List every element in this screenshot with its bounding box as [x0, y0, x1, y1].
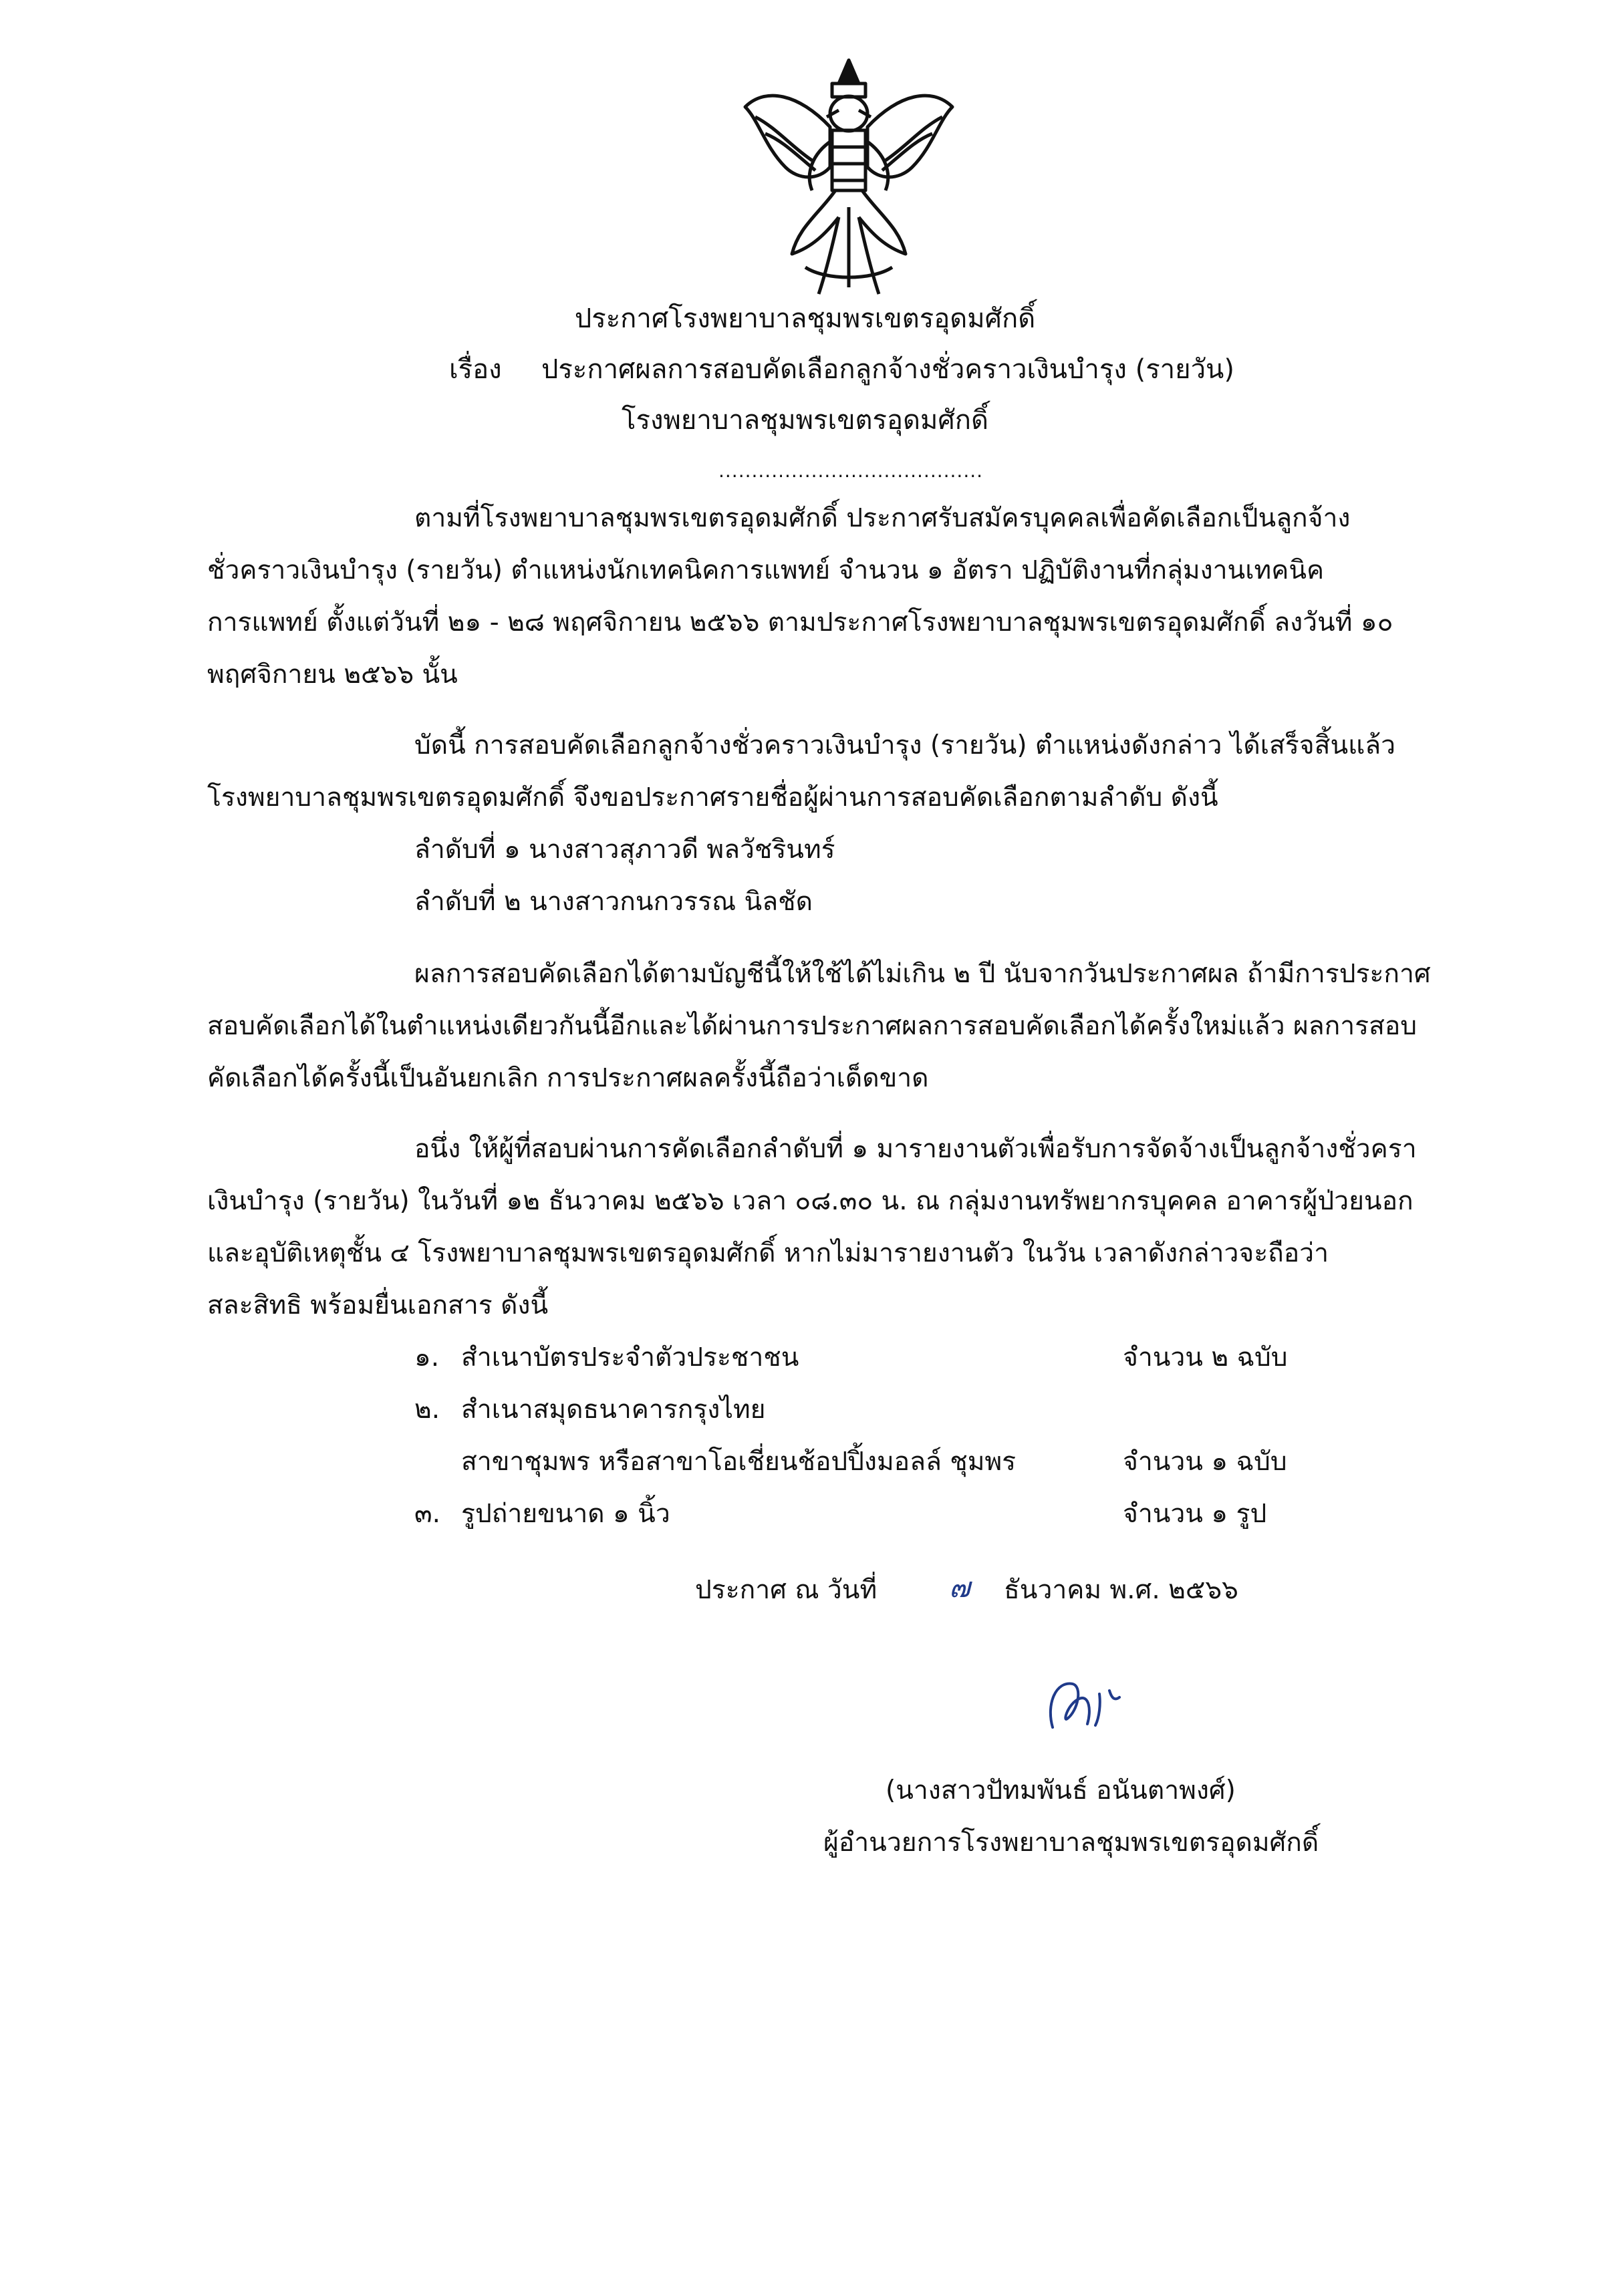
paragraph-2-line-2: โรงพยาบาลชุมพรเขตรอุดมศักดิ์ จึงขอประกาศรายชื่อผู้ผ่านการสอบคัดเลือกตามลำดับ ดังนี้	[207, 782, 1218, 813]
paragraph-1-line-1: ตามที่โรงพยาบาลชุมพรเขตรอุดมศักดิ์ ประกาศรับสมัครบุคคลเพื่อคัดเลือกเป็นลูกจ้าง	[414, 503, 1351, 533]
doc-item-1-text: สำเนาบัตรประจำตัวประชาชน	[461, 1342, 799, 1373]
subject-label: เรื่อง	[449, 354, 502, 385]
signer-name: (นางสาวปัทมพันธ์ อนันตาพงศ์)	[886, 1775, 1236, 1806]
paragraph-3-line-2: สอบคัดเลือกได้ในตำแหน่งเดียวกันนี้อีกและได้ผ่านการประกาศผลการสอบคัดเลือกได้ครั้งใหม่แล้ว ผลการสอบ	[207, 1011, 1418, 1041]
doc-item-3-text: รูปถ่ายขนาด ๑ นิ้ว	[461, 1499, 670, 1529]
signer-title: ผู้อำนวยการโรงพยาบาลชุมพรเขตรอุดมศักดิ์	[823, 1828, 1319, 1858]
doc-item-3-quantity: จำนวน ๑ รูป	[1123, 1499, 1267, 1529]
paragraph-1-line-4: พฤศจิกายน ๒๕๖๖ นั้น	[207, 660, 458, 690]
paragraph-4-line-3: และอุบัติเหตุชั้น ๔ โรงพยาบาลชุมพรเขตรอุดมศักดิ์ หากไม่มารายงานตัว ในวัน เวลาดังกล่าวจะถือว่า	[207, 1238, 1329, 1268]
paragraph-4-line-2: เงินบำรุง (รายวัน) ในวันที่ ๑๒ ธันวาคม ๒๕๖๖ เวลา ๐๘.๓๐ น. ณ กลุ่มงานทรัพยากรบุคคล อาคารผู้ป่วยนอก	[207, 1186, 1414, 1216]
doc-item-2-branch-text: สาขาชุมพร หรือสาขาโอเชี่ยนช้อปปิ้งมอลล์ ชุมพร	[461, 1447, 1017, 1477]
paragraph-3-line-1: ผลการสอบคัดเลือกได้ตามบัญชีนี้ให้ใช้ได้ไม่เกิน ๒ ปี นับจากวันประกาศผล ถ้ามีการประกาศ	[414, 959, 1431, 989]
paragraph-3-line-3: คัดเลือกได้ครั้งนี้เป็นอันยกเลิก การประกาศผลครั้งนี้ถือว่าเด็ดขาด	[207, 1063, 929, 1093]
doc-item-2-number: ๒.	[414, 1395, 440, 1425]
garuda-emblem-icon	[739, 53, 959, 301]
paragraph-4-line-1: อนึ่ง ให้ผู้ที่สอบผ่านการคัดเลือกลำดับที่ ๑ มารายงานตัวเพื่อรับการจัดจ้างเป็นลูกจ้างชั่วครา	[414, 1134, 1417, 1164]
subject-text: ประกาศผลการสอบคัดเลือกลูกจ้างชั่วคราวเงินบำรุง (รายวัน)	[541, 354, 1234, 385]
handwritten-signature	[1026, 1664, 1160, 1744]
separator: ........................................	[718, 460, 984, 482]
doc-item-3-number: ๓.	[414, 1499, 441, 1529]
doc-item-1-number: ๑.	[414, 1342, 440, 1373]
announcement-title: ประกาศโรงพยาบาลชุมพรเขตรอุดมศักดิ์	[574, 303, 1036, 334]
subject-organization: โรงพยาบาลชุมพรเขตรอุดมศักดิ์	[622, 405, 988, 436]
paragraph-2-line-1: บัดนี้ การสอบคัดเลือกลูกจ้างชั่วคราวเงินบำรุง (รายวัน) ตำแหน่งดังกล่าว ได้เสร็จสิ้นแล้ว	[414, 730, 1396, 760]
paragraph-1-line-2: ชั่วคราวเงินบำรุง (รายวัน) ตำแหน่งนักเทคนิคการแพทย์ จำนวน ๑ อัตรา ปฏิบัติงานที่กลุ่มงานเทคนิค	[207, 555, 1325, 585]
doc-item-2-text: สำเนาสมุดธนาคารกรุงไทย	[461, 1395, 766, 1425]
announce-date-day: ๗	[949, 1571, 970, 1604]
doc-item-1-quantity: จำนวน ๒ ฉบับ	[1123, 1342, 1288, 1373]
announce-date-prefix: ประกาศ ณ วันที่	[695, 1575, 878, 1605]
rank-2: ลำดับที่ ๒ นางสาวกนกวรรณ นิลชัด	[414, 887, 813, 917]
paragraph-4-line-4: สละสิทธิ พร้อมยื่นเอกสาร ดังนี้	[207, 1290, 549, 1320]
doc-item-2-quantity: จำนวน ๑ ฉบับ	[1123, 1447, 1287, 1477]
announce-date-suffix: ธันวาคม พ.ศ. ๒๕๖๖	[1004, 1575, 1238, 1605]
paragraph-1-line-3: การแพทย์ ตั้งแต่วันที่ ๒๑ - ๒๘ พฤศจิกายน ๒๕๖๖ ตามประกาศโรงพยาบาลชุมพรเขตรอุดมศักดิ์ ลงวันที่ ๑๐	[207, 607, 1393, 637]
rank-1: ลำดับที่ ๑ นางสาวสุภาวดี พลวัชรินทร์	[414, 835, 835, 865]
